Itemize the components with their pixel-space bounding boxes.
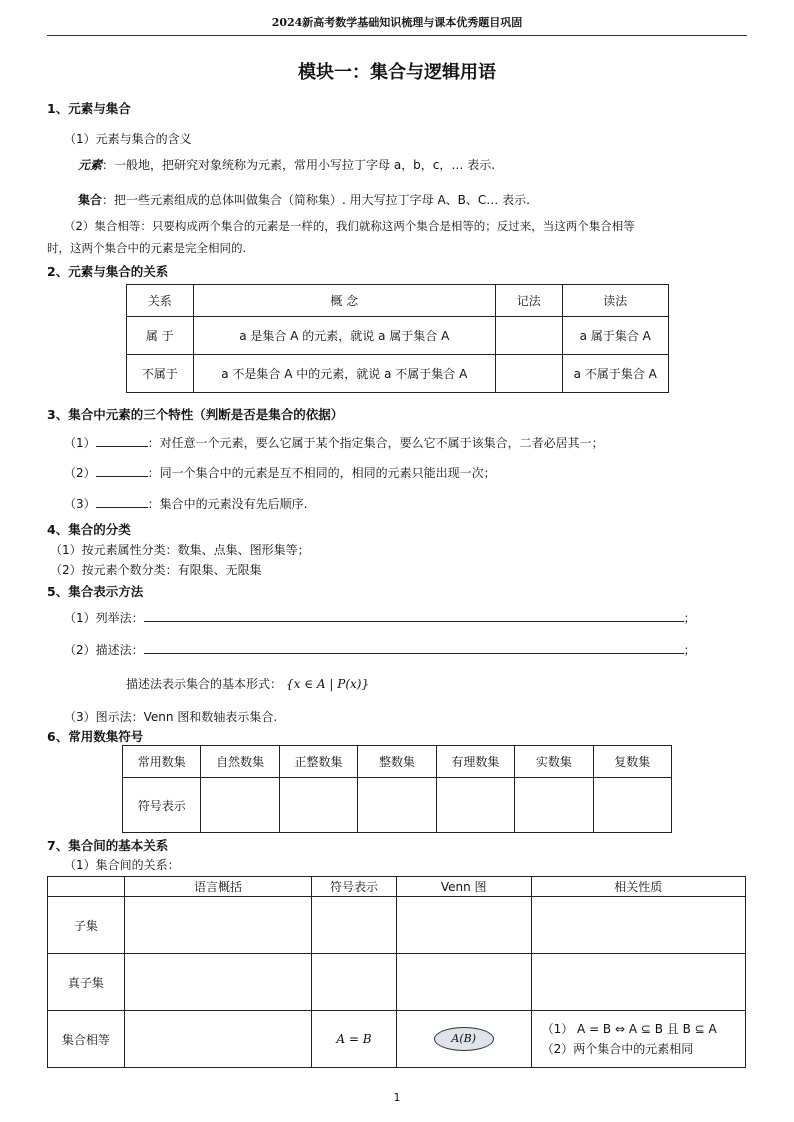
property-line: （1） A = B ⇔ A ⊆ B 且 B ⊆ A: [541, 1022, 717, 1036]
concept-cell: a 是集合 A 的元素，就说 a 属于集合 A: [193, 317, 495, 355]
relation-header-notation: 记法: [495, 285, 562, 317]
cell: [531, 897, 745, 954]
set-text: ：把一些元素组成的总体叫做集合（简称集）. 用大写拉丁字母 A、B、C… 表示.: [102, 193, 530, 207]
header-cell: 有理数集: [436, 746, 514, 778]
page-header: 2024新高考数学基础知识梳理与课本优秀题目巩固: [271, 16, 523, 29]
end-mark: ；: [683, 643, 696, 657]
header-cell: [48, 877, 125, 897]
symbol-cell: [201, 778, 279, 833]
notation-cell: [495, 355, 562, 393]
header-cell: 语言概括: [124, 877, 311, 897]
cell: [312, 897, 397, 954]
cell: [124, 954, 311, 1011]
header-cell: 相关性质: [531, 877, 745, 897]
cell: [312, 954, 397, 1011]
page-number: 1: [393, 1091, 401, 1104]
fill-blank[interactable]: [96, 434, 148, 447]
enumeration-method: [64, 609, 696, 626]
desc-form-formula: {x ∈ A | P(x)}: [286, 677, 370, 691]
item-text: ：同一个集合中的元素是互不相同的，相同的元素只能出现一次；: [147, 466, 496, 480]
table-row: [127, 317, 669, 355]
description-method: [64, 641, 696, 658]
table-row: [48, 897, 746, 954]
property-cell: [531, 1011, 745, 1068]
header-divider: [47, 35, 747, 36]
item-number: （2）: [64, 466, 96, 480]
relation-header-reading: 读法: [562, 285, 668, 317]
venn-cell: [396, 1011, 531, 1068]
section-3-heading: 3、集合中元素的三个特性（判断是否是集合的依据）: [47, 407, 344, 422]
symbol-cell: [515, 778, 593, 833]
relation-table: [126, 284, 669, 393]
desc-form-label: 描述法表示集合的基本形式：: [126, 677, 283, 691]
section-1-heading: 1、元素与集合: [47, 101, 131, 116]
section-6-heading: 6、常用数集符号: [47, 729, 144, 744]
fill-blank[interactable]: [144, 641, 684, 654]
property-line: （2）两个集合中的元素相同: [541, 1042, 694, 1056]
cell: [531, 954, 745, 1011]
symbol-cell: [593, 778, 671, 833]
property-item: [64, 434, 604, 451]
relation-header-relation: 关系: [127, 285, 194, 317]
s1-equality-line1: （2）集合相等：只要构成两个集合的元素是一样的，我们就称这两个集合是相等的；反过来，当这两个集合相等: [64, 219, 635, 233]
table-row: [48, 1011, 746, 1068]
header-cell: 自然数集: [201, 746, 279, 778]
item-text: ：对任意一个元素，要么它属于某个指定集合，要么它不属于该集合，二者必居其一；: [147, 436, 604, 450]
symbol-cell: [358, 778, 436, 833]
method-label: （1）列举法：: [64, 611, 144, 625]
item-number: （1）: [64, 436, 96, 450]
page-title: 模块一：集合与逻辑用语: [298, 62, 496, 83]
table-row: [127, 355, 669, 393]
header-cell: 常用数集: [123, 746, 201, 778]
header-cell: 实数集: [515, 746, 593, 778]
section-5-heading: 5、集合表示方法: [47, 584, 144, 599]
row-label: 真子集: [48, 954, 125, 1011]
header-cell: 整数集: [358, 746, 436, 778]
fill-blank[interactable]: [96, 495, 148, 508]
end-mark: ；: [683, 611, 696, 625]
symbol-cell: A = B: [312, 1011, 397, 1068]
cell: [124, 1011, 311, 1068]
relation-cell: 不属于: [127, 355, 194, 393]
relation-header-concept: 概 念: [193, 285, 495, 317]
method-label: （2）描述法：: [64, 643, 144, 657]
relation-cell: 属 于: [127, 317, 194, 355]
set-relation-table: [47, 876, 746, 1068]
cell: [396, 954, 531, 1011]
s7-sub: （1）集合间的关系：: [64, 858, 180, 872]
header-cell: 符号表示: [312, 877, 397, 897]
property-item: [64, 495, 307, 512]
fill-blank[interactable]: [96, 464, 148, 477]
venn-ellipse: A(B): [434, 1027, 494, 1051]
s1-sub1: （1）元素与集合的含义: [64, 132, 192, 146]
element-text: ：一般地，把研究对象统称为元素，常用小写拉丁字母 a，b，c，… 表示.: [102, 158, 496, 172]
cell: [124, 897, 311, 954]
fill-blank[interactable]: [144, 609, 684, 622]
desc-form-line: [126, 675, 369, 692]
reading-cell: a 属于集合 A: [562, 317, 668, 355]
s5-diagram-method: （3）图示法：Venn 图和数轴表示集合.: [64, 710, 278, 724]
notation-cell: [495, 317, 562, 355]
section-2-heading: 2、元素与集合的关系: [47, 264, 169, 279]
s4-line2: （2）按元素个数分类：有限集、无限集: [50, 563, 262, 577]
header-cell: Venn 图: [396, 877, 531, 897]
property-item: [64, 464, 496, 481]
s1-set-def: [78, 191, 530, 208]
reading-cell: a 不属于集合 A: [562, 355, 668, 393]
set-label: 集合: [78, 193, 103, 207]
s1-element-def: [78, 156, 495, 173]
header-cell: 正整数集: [279, 746, 357, 778]
symbol-cell: [436, 778, 514, 833]
s1-equality-line2: 时，这两个集合中的元素是完全相同的.: [47, 241, 247, 255]
cell: [396, 897, 531, 954]
s4-line1: （1）按元素属性分类：数集、点集、图形集等；: [50, 543, 310, 557]
header-cell: 复数集: [593, 746, 671, 778]
item-number: （3）: [64, 497, 96, 511]
row-label: 集合相等: [48, 1011, 125, 1068]
row-label: 符号表示: [123, 778, 201, 833]
section-7-heading: 7、集合间的基本关系: [47, 838, 169, 853]
symbol-cell: [279, 778, 357, 833]
row-label: 子集: [48, 897, 125, 954]
element-label: 元素: [78, 158, 103, 172]
number-set-table: [122, 745, 672, 833]
table-row: [48, 954, 746, 1011]
table-row: [123, 778, 672, 833]
concept-cell: a 不是集合 A 中的元素，就说 a 不属于集合 A: [193, 355, 495, 393]
item-text: ：集合中的元素没有先后顺序.: [147, 497, 308, 511]
section-4-heading: 4、集合的分类: [47, 522, 131, 537]
